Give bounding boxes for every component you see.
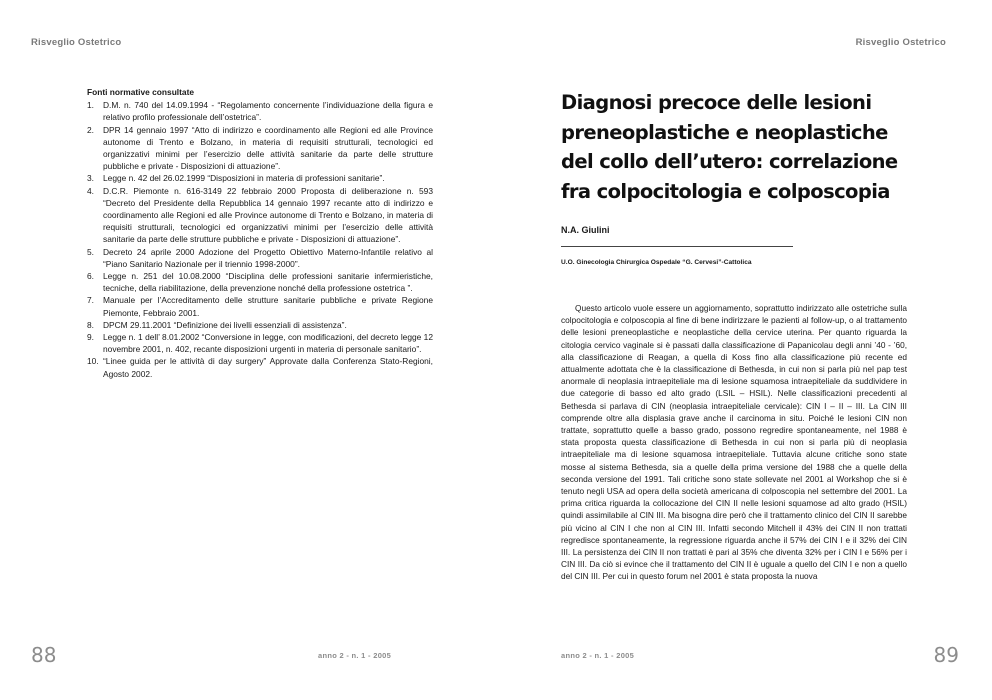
source-item: [87, 319, 433, 331]
source-item: [87, 99, 433, 123]
source-text: D.M. n. 740 del 14.09.1994 - “Regolamento concernente l’individuazione della figura e relativo profilo professionale dell’ostetrica”.: [103, 100, 433, 123]
source-number: 6.: [87, 271, 94, 282]
source-number: 5.: [87, 246, 94, 257]
running-head-right: Risveglio Ostetrico: [855, 37, 946, 48]
running-head-left: Risveglio Ostetrico: [31, 37, 122, 48]
source-number: 10.: [87, 356, 99, 367]
source-text: Legge n. 42 del 26.02.1999 “Disposizioni in materia di professioni sanitarie”.: [103, 173, 385, 184]
source-text: Manuale per l’Accreditamento delle strutture sanitarie pubbliche e private Regione Piemonte, Febbraio 2001.: [103, 295, 433, 318]
article-author: N.A. Giulini: [561, 225, 610, 235]
source-item: [87, 270, 433, 294]
source-number: 3.: [87, 173, 94, 184]
page-number-left: 88: [31, 643, 57, 667]
source-item: [87, 124, 433, 173]
right-page: [496, 0, 992, 700]
source-item: [87, 355, 433, 379]
source-item: [87, 331, 433, 355]
sources-heading: Fonti normative consultate: [87, 87, 195, 97]
source-item: [87, 294, 433, 318]
article-body: Questo articolo vuole essere un aggiornamento, soprattutto indirizzato alle ostetriche sulla colpocitologia e colposcopia al fine di bene indirizzare le pazienti al follow-up, o al trattamento delle lesioni preneoplastiche e neoplastiche della cervice uterina. Per quanto riguarda la citologia cervico vaginale si è passati dalla classificazione di Papanicolau degli anni ’40 - ’60, alla classificazione di Reagan, a quella di Koss fino alla classificazione più recente ed attualmente adottata che è la classificazione di Bethesda, in cui non si parla più nel pap test anormale di neoplasia intraepiteliale ma di lesione squamosa intraepiteliale da suddividere in due categorie di basso ed alto grado (LSIL – HSIL). Nelle classificazioni precedenti al Bethesda si parlava di CIN (neoplasia intraepiteliale cervicale): CIN I – II – III. La CIN III comprende oltre alla displasia grave anche il carcinoma in situ. Poiché le lesioni CIN non trattate, soprattutto quelle a basso grado, possono regredire spontaneamente, nel 1988 è stata proposta questa classificazione di Bethesda in cui non si parla più di neoplasia intraepiteliale ma di lesione squamosa intraepiteliale. Tuttavia alcune critiche sono state mosse al sistema Bethesda, sia a quelle della prima versione del 1988 che a quelle della seconda versione del 1991. Tali critiche sono state sollevate nel 2001 al Workshop che si è tenuto negli USA ad opera della società americana di colposcopia nel settembre del 2001. La prima critica riguarda la collocazione del CIN II nelle lesioni squamose ad alto grado (HSIL) quindi assimilabile al CIN III. Ma bisogna dire però che il trattamento clinico del CIN II sarebbe più vicino al CIN I che non al CIN III. Infatti secondo Mitchell il 43% dei CIN II non trattati regredisce spontaneamente, la regressione riguarda anche il 57% dei CIN I e il 32% dei CIN III. La persistenza dei CIN II non trattati è pari al 35% che diventa 32% per i CIN I e 56% per i CIN III. Da ciò si evince che il trattamento del CIN II è uguale a quello del CIN I e non a quello del CIN III. Per cui in questo forum nel 2001 è stata proposta la nuova: [561, 303, 907, 582]
source-number: 9.: [87, 332, 94, 343]
author-affiliation: U.O. Ginecologia Chirurgica Ospedale “G. Cervesi”-Cattolica: [561, 259, 752, 266]
sources-section: [87, 86, 433, 380]
source-item: [87, 185, 433, 246]
author-divider: [561, 246, 793, 247]
article-title: Diagnosi precoce delle lesioni preneoplastiche e neoplastiche del collo dell’utero: correlazione fra colpocitologia e colposcopia: [561, 91, 898, 203]
source-text: DPR 14 gennaio 1997 “Atto di indirizzo e coordinamento alle Regioni ed alle Province autonome di Trento e Bolzano, in materia di requisiti strutturali, tecnologici ed organizzativi minimi per l’esercizio delle attività sanitarie da parte delle strutture pubbliche e private - Disposizioni di attuazione”.: [103, 124, 433, 172]
source-number: 7.: [87, 295, 94, 306]
source-item: [87, 246, 433, 270]
issue-info-right: anno 2 - n. 1 - 2005: [561, 651, 635, 660]
source-text: Legge n. 251 del 10.08.2000 “Disciplina delle professioni sanitarie infermieristiche, tecniche, della riabilitazione, della prevenzione nonché della professione ostetrica ”.: [103, 271, 433, 294]
source-number: 2.: [87, 124, 94, 135]
source-item: [87, 172, 433, 184]
source-text: “Linee guida per le attività di day surgery” Approvate dalla Conferenza Stato-Regioni, Agosto 2002.: [103, 356, 433, 379]
sources-list: [87, 99, 433, 380]
source-text: Decreto 24 aprile 2000 Adozione del Progetto Obiettivo Materno-Infantile relativo al “Piano Sanitario Nazionale per il triennio 1998-2000”.: [103, 246, 433, 269]
source-text: Legge n. 1 dell’ 8.01.2002 “Conversione in legge, con modificazioni, del decreto legge 12 novembre 2001, n. 402, recante disposizioni urgenti in materia di personale sanitario”.: [103, 332, 433, 355]
source-number: 8.: [87, 319, 94, 330]
source-number: 1.: [87, 100, 94, 111]
issue-info-left: anno 2 - n. 1 - 2005: [318, 651, 392, 660]
source-text: D.C.R. Piemonte n. 616-3149 22 febbraio 2000 Proposta di deliberazione n. 593 “Decreto del Presidente della Repubblica 14 gennaio 1997 recante atto di indirizzo e coordinamento alle Regioni ed alle Province autonome di Trento e Bolzano, in materia di requisiti strutturali, tecnologici ed organizzativi minimi per l’esercizio delle attività sanitarie da parte delle strutture pubbliche e private - Disposizioni di attuazione”.: [103, 185, 433, 245]
source-text: DPCM 29.11.2001 “Definizione dei livelli essenziali di assistenza”.: [103, 319, 347, 330]
page-number-right: 89: [933, 643, 959, 667]
source-number: 4.: [87, 185, 94, 196]
